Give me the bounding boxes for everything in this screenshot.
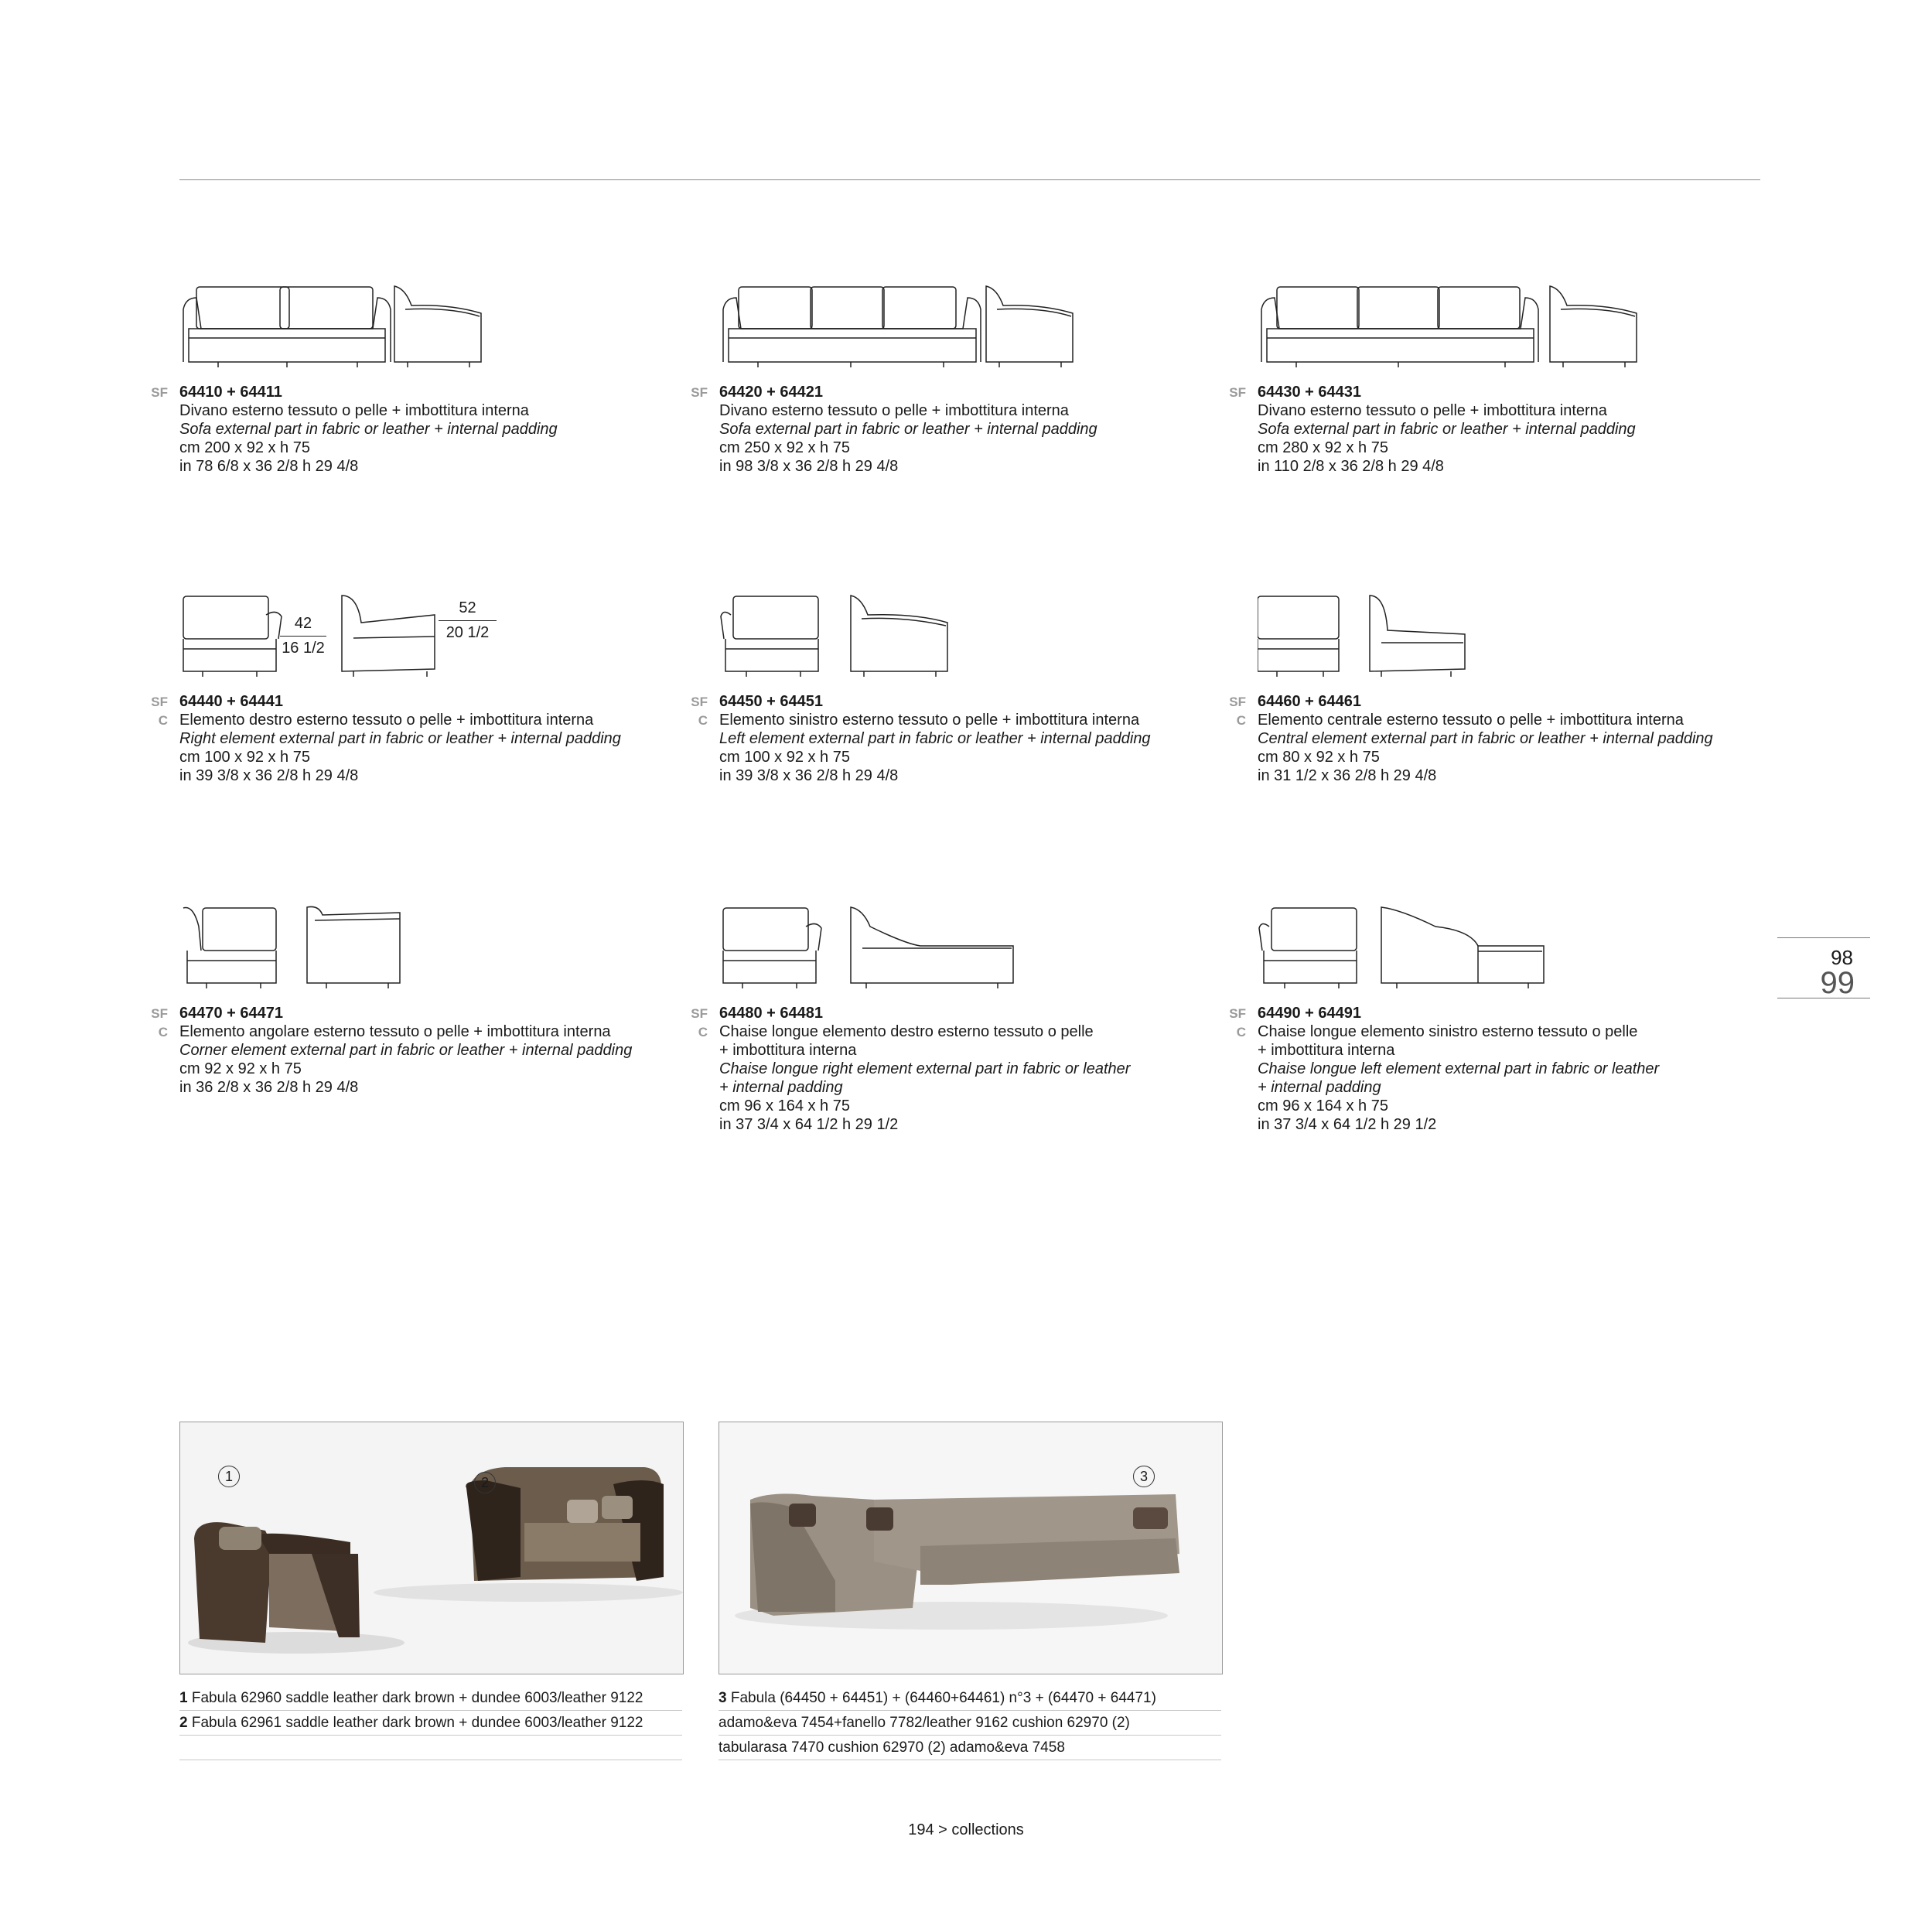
desc-en: Left element external part in fabric or leather + internal padding xyxy=(719,730,1151,747)
page-number-rule-top xyxy=(1777,937,1870,938)
product-text xyxy=(719,1004,1130,1134)
desc-en: Sofa external part in fabric or leather + internal padding xyxy=(719,421,1097,438)
desc-it: Chaise longue elemento destro esterno tessuto o pelle xyxy=(719,1023,1094,1040)
desc-en: Chaise longue left element external part in fabric or leather xyxy=(1258,1060,1660,1077)
desc-it: Divano esterno tessuto o pelle + imbottitura interna xyxy=(1258,402,1607,419)
dim-top: 52 xyxy=(459,599,476,616)
caption-text: Fabula 62960 saddle leather dark brown + dundee 6003/leather 9122 xyxy=(187,1690,643,1706)
corner-sofa-image xyxy=(719,1422,1222,1674)
product-64430 xyxy=(1229,282,1791,483)
product-64480 xyxy=(691,903,1253,1151)
caption-row xyxy=(719,1686,1221,1711)
dim-bottom: 16 1/2 xyxy=(282,640,325,657)
product-code: 64420 + 64421 xyxy=(719,384,824,401)
caption-num: 3 xyxy=(719,1690,727,1706)
dim-bottom: 20 1/2 xyxy=(445,624,490,641)
sofa-drawing xyxy=(179,282,504,367)
desc-en: Right element external part in fabric or leather + internal padding xyxy=(179,730,621,747)
desc-en: Sofa external part in fabric or leather + internal padding xyxy=(1258,421,1636,438)
prefix-sf: SF xyxy=(151,1006,168,1021)
desc-en: Central element external part in fabric or leather + internal padding xyxy=(1258,730,1713,747)
dim-bar xyxy=(280,636,326,637)
desc-en: Corner element external part in fabric or leather + internal padding xyxy=(179,1042,633,1059)
desc-it: Elemento sinistro esterno tessuto o pelle + imbottitura interna xyxy=(719,712,1140,729)
caption-text: tabularasa 7470 cushion 62970 (2) adamo&eva 7458 xyxy=(719,1739,1065,1756)
prefix-c: C xyxy=(158,713,168,728)
dims-in: in 39 3/8 x 36 2/8 h 29 4/8 xyxy=(179,767,359,784)
prefix-c: C xyxy=(1236,1025,1246,1039)
dimension-52 xyxy=(439,599,497,642)
sofa-drawing xyxy=(719,282,1075,367)
product-code: 64470 + 64471 xyxy=(179,1005,284,1022)
dims-in: in 37 3/4 x 64 1/2 h 29 1/2 xyxy=(719,1116,899,1133)
product-code: 64490 + 64491 xyxy=(1258,1005,1362,1022)
sofa-drawing xyxy=(1258,282,1660,367)
prefix-c: C xyxy=(1236,713,1246,728)
product-text xyxy=(1258,1004,1659,1134)
top-rule xyxy=(179,179,1760,180)
dims-in: in 37 3/4 x 64 1/2 h 29 1/2 xyxy=(1258,1116,1437,1133)
prefix-sf: SF xyxy=(151,695,168,709)
product-64440 xyxy=(151,592,713,793)
prefix-sf: SF xyxy=(1229,695,1246,709)
dims-in: in 78 6/8 x 36 2/8 h 29 4/8 xyxy=(179,458,359,475)
product-text xyxy=(179,692,621,785)
dim-top: 42 xyxy=(294,615,312,632)
dims-cm: cm 80 x 92 x h 75 xyxy=(1258,749,1380,766)
dims-cm: cm 92 x 92 x h 75 xyxy=(179,1060,302,1077)
dims-in: in 36 2/8 x 36 2/8 h 29 4/8 xyxy=(179,1079,359,1096)
page-footer: 194 > collections xyxy=(908,1821,1024,1838)
chaise-drawing xyxy=(719,903,1044,990)
product-code: 64480 + 64481 xyxy=(719,1005,824,1022)
desc-it: Elemento centrale esterno tessuto o pelle + imbottitura interna xyxy=(1258,712,1684,729)
desc-it: Divano esterno tessuto o pelle + imbottitura interna xyxy=(719,402,1069,419)
desc-en: Chaise longue right element external part in fabric or leather xyxy=(719,1060,1131,1077)
product-text xyxy=(179,1004,632,1097)
caption-row xyxy=(179,1686,682,1711)
caption-text: adamo&eva 7454+fanello 7782/leather 9162 cushion 62970 (2) xyxy=(719,1715,1130,1731)
prefix-sf: SF xyxy=(1229,1006,1246,1021)
product-text xyxy=(179,383,558,476)
dims-in: in 98 3/8 x 36 2/8 h 29 4/8 xyxy=(719,458,899,475)
badge-2: 2 xyxy=(474,1472,496,1493)
desc-it: Elemento angolare esterno tessuto o pelle + imbottitura interna xyxy=(179,1023,611,1040)
prefix-sf: SF xyxy=(1229,385,1246,400)
armchair-sofa-image xyxy=(180,1422,683,1674)
caption-right xyxy=(719,1686,1221,1760)
caption-num: 2 xyxy=(179,1715,188,1731)
product-64470 xyxy=(151,903,713,1104)
product-code: 64430 + 64431 xyxy=(1258,384,1362,401)
photo-corner-sofa xyxy=(719,1422,1223,1674)
prefix-sf: SF xyxy=(691,695,708,709)
prefix-c: C xyxy=(158,1025,168,1039)
product-code: 64460 + 64461 xyxy=(1258,693,1362,710)
badge-3: 3 xyxy=(1133,1466,1155,1487)
prefix-sf: SF xyxy=(691,1006,708,1021)
page-number xyxy=(1777,937,1870,998)
dims-cm: cm 280 x 92 x h 75 xyxy=(1258,439,1388,456)
caption-row-empty xyxy=(179,1736,682,1760)
dimension-42 xyxy=(280,615,326,657)
photo-armchair-sofa xyxy=(179,1422,684,1674)
dim-bar xyxy=(439,620,497,621)
product-text xyxy=(1258,692,1713,785)
dims-cm: cm 100 x 92 x h 75 xyxy=(719,749,850,766)
dims-in: in 110 2/8 x 36 2/8 h 29 4/8 xyxy=(1258,458,1444,475)
product-64410 xyxy=(151,282,713,483)
product-text xyxy=(719,383,1097,476)
product-64420 xyxy=(691,282,1253,483)
desc-it: Chaise longue elemento sinistro esterno tessuto o pelle xyxy=(1258,1023,1638,1040)
product-code: 64410 + 64411 xyxy=(179,384,282,401)
element-drawing xyxy=(719,592,1044,678)
caption-text: Fabula 62961 saddle leather dark brown + dundee 6003/leather 9122 xyxy=(187,1715,643,1731)
caption-num: 1 xyxy=(179,1690,188,1706)
desc-en: Sofa external part in fabric or leather + internal padding xyxy=(179,421,558,438)
dims-cm: cm 250 x 92 x h 75 xyxy=(719,439,850,456)
dims-cm: cm 96 x 164 x h 75 xyxy=(1258,1097,1388,1114)
prefix-sf: SF xyxy=(151,385,168,400)
element-drawing xyxy=(179,903,504,990)
prefix-c: C xyxy=(698,713,708,728)
dims-cm: cm 100 x 92 x h 75 xyxy=(179,749,310,766)
desc-it: Divano esterno tessuto o pelle + imbottitura interna xyxy=(179,402,529,419)
prefix-c: C xyxy=(698,1025,708,1039)
product-64460 xyxy=(1229,592,1791,793)
caption-text: Fabula (64450 + 64451) + (64460+64461) n°3 + (64470 + 64471) xyxy=(726,1690,1156,1706)
dims-in: in 31 1/2 x 36 2/8 h 29 4/8 xyxy=(1258,767,1437,784)
desc-it: Elemento destro esterno tessuto o pelle + imbottitura interna xyxy=(179,712,594,729)
caption-row xyxy=(719,1711,1221,1736)
product-64490 xyxy=(1229,903,1791,1151)
desc-it-cont: + imbottitura interna xyxy=(719,1042,857,1059)
dims-cm: cm 96 x 164 x h 75 xyxy=(719,1097,850,1114)
chaise-drawing xyxy=(1258,903,1582,990)
prefix-sf: SF xyxy=(691,385,708,400)
product-64450 xyxy=(691,592,1253,793)
product-text xyxy=(719,692,1151,785)
product-code: 64450 + 64451 xyxy=(719,693,824,710)
dims-cm: cm 200 x 92 x h 75 xyxy=(179,439,310,456)
product-code: 64440 + 64441 xyxy=(179,693,284,710)
desc-en-cont: + internal padding xyxy=(1258,1079,1381,1096)
caption-row xyxy=(179,1711,682,1736)
product-text xyxy=(1258,383,1636,476)
element-drawing xyxy=(1258,592,1582,678)
caption-row xyxy=(719,1736,1221,1760)
badge-1: 1 xyxy=(218,1466,240,1487)
desc-en-cont: + internal padding xyxy=(719,1079,843,1096)
desc-it-cont: + imbottitura interna xyxy=(1258,1042,1395,1059)
page-number-even: 98 xyxy=(1831,946,1853,969)
page-number-odd: 99 xyxy=(1820,966,1855,1000)
dims-in: in 39 3/8 x 36 2/8 h 29 4/8 xyxy=(719,767,899,784)
caption-left xyxy=(179,1686,682,1760)
